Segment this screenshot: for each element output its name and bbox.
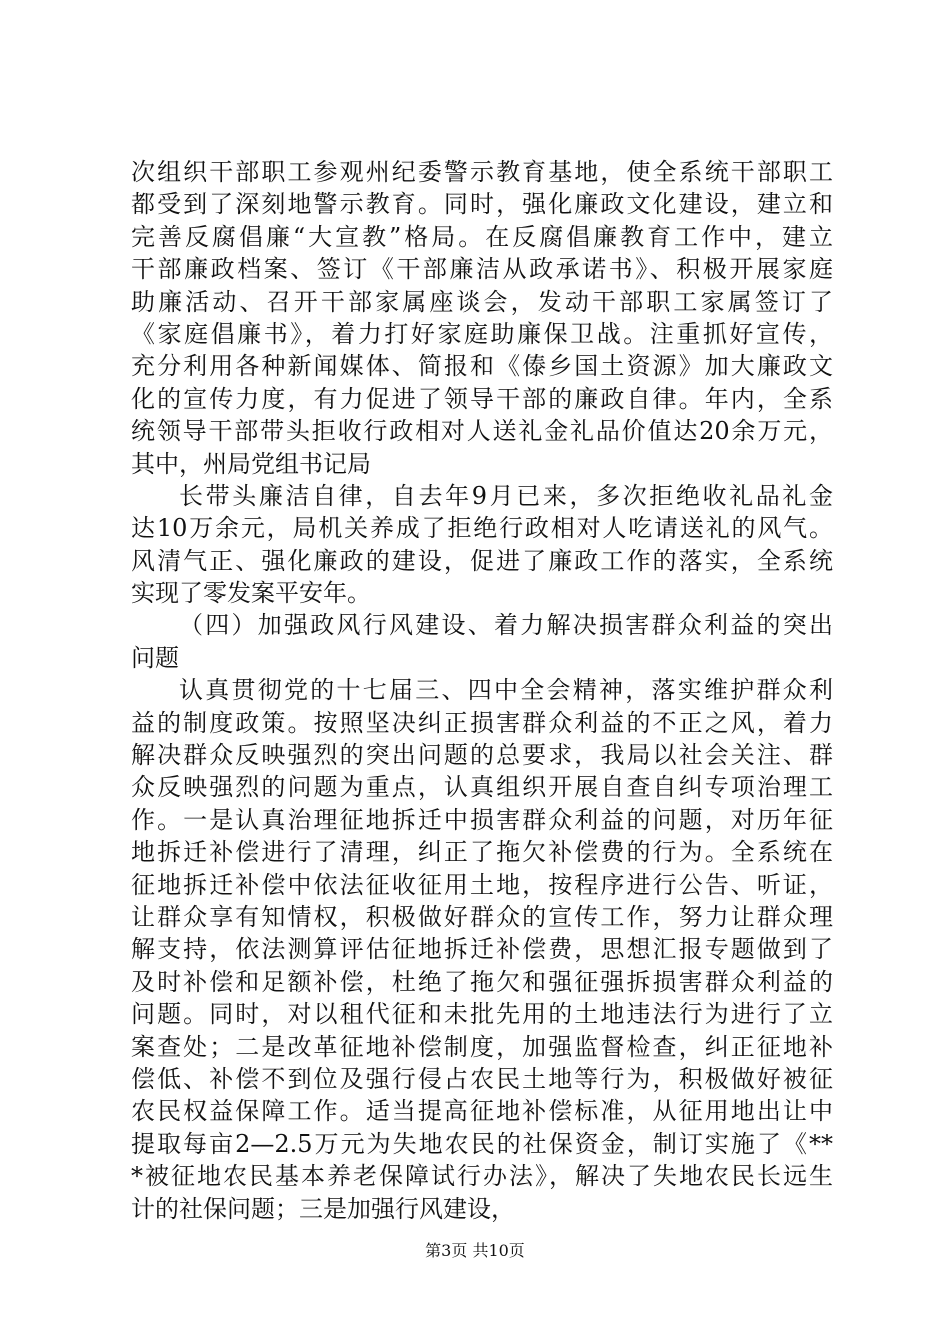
text-line: 计的社保问题；三是加强行风建设，: [131, 1194, 515, 1223]
section-heading: （四）加强政风行风建设、着力解决损害群众利益的突出: [179, 611, 833, 640]
text-line: 达10万余元，局机关养成了拒绝行政相对人吃请送礼的风气。: [131, 514, 833, 543]
text-line: 众反映强烈的问题为重点，认真组织开展自查自纠专项治理工: [131, 773, 833, 802]
text-line: *被征地农民基本养老保障试行办法》，解决了失地农民长远生: [131, 1162, 833, 1191]
section-heading-continued: 问题: [131, 643, 179, 672]
text-line: 让群众享有知情权，积极做好群众的宣传工作，努力让群众理: [131, 902, 833, 931]
text-line: 农民权益保障工作。适当提高征地补偿标准，从征用地出让中: [131, 1097, 833, 1126]
page-number-footer: 第3页 共10页: [425, 1241, 525, 1260]
text-line: 都受到了深刻地警示教育。同时，强化廉政文化建设，建立和: [131, 190, 833, 219]
text-line: 作。一是认真治理征地拆迁中损害群众利益的问题，对历年征: [131, 805, 833, 834]
text-line: 统领导干部带头拒收行政相对人送礼金礼品价值达20余万元，: [131, 417, 833, 446]
text-line: 次组织干部职工参观州纪委警示教育基地，使全系统干部职工: [131, 158, 833, 186]
text-line: 《家庭倡廉书》，着力打好家庭助廉保卫战。注重抓好宣传，: [131, 319, 833, 348]
text-line: 问题。同时，对以租代征和未批先用的土地违法行为进行了立: [131, 1000, 833, 1029]
text-line: 充分利用各种新闻媒体、简报和《傣乡国土资源》加大廉政文: [131, 352, 833, 381]
text-line: 及时补偿和足额补偿，杜绝了拖欠和强征强拆损害群众利益的: [131, 967, 833, 996]
text-line: 化的宣传力度，有力促进了领导干部的廉政自律。年内，全系: [131, 384, 833, 413]
text-line: 风清气正、强化廉政的建设，促进了廉政工作的落实，全系统: [131, 546, 833, 575]
body-text: [131, 156, 833, 1225]
text-line: 其中，州局党组书记局: [131, 449, 371, 478]
text-line: 地拆迁补偿进行了清理，纠正了拖欠补偿费的行为。全系统在: [131, 838, 833, 867]
text-line: 征地拆迁补偿中依法征收征用土地，按程序进行公告、听证，: [131, 870, 833, 899]
text-line: 解支持，依法测算评估征地拆迁补偿费，思想汇报专题做到了: [131, 935, 833, 964]
paragraph-start-line: 长带头廉洁自律，自去年9月已来，多次拒绝收礼品礼金: [179, 481, 833, 510]
text-line: 解决群众反映强烈的突出问题的总要求，我局以社会关注、群: [131, 741, 833, 770]
text-line: 实现了零发案平安年。: [131, 579, 371, 608]
text-line: 案查处；二是改革征地补偿制度，加强监督检查，纠正征地补: [131, 1032, 833, 1061]
text-line: 提取每亩2—2.5万元为失地农民的社保资金，制订实施了《**: [131, 1129, 833, 1158]
paragraph-start-line: 认真贯彻党的十七届三、四中全会精神，落实维护群众利: [179, 676, 833, 705]
text-line: 干部廉政档案、签订《干部廉洁从政承诺书》、积极开展家庭: [131, 255, 833, 284]
text-line: 助廉活动、召开干部家属座谈会，发动干部职工家属签订了: [131, 287, 833, 316]
text-line: 益的制度政策。按照坚决纠正损害群众利益的不正之风，着力: [131, 708, 833, 737]
text-line: 偿低、补偿不到位及强行侵占农民土地等行为，积极做好被征: [131, 1064, 833, 1093]
text-line: 完善反腐倡廉“大宣教”格局。在反腐倡廉教育工作中，建立: [131, 222, 833, 251]
